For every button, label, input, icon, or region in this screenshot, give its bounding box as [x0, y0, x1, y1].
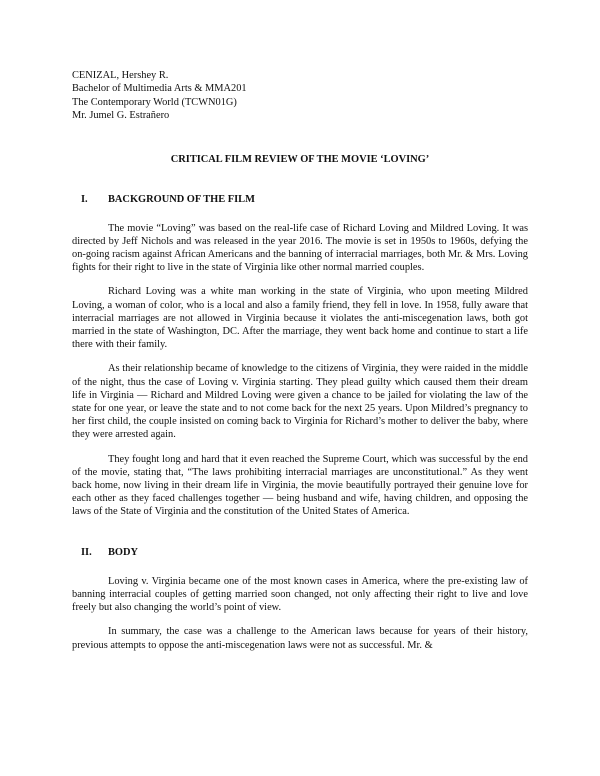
- document-title: CRITICAL FILM REVIEW OF THE MOVIE ‘LOVING’: [170, 153, 430, 165]
- paragraph: As their relationship became of knowledge to the citizens of Virginia, they were raided in the middle of the night, thus the case of Loving v. Virginia starting. They plead guilty which caused them their dream life in Virginia — Richard and Mildred Loving were given a chance to be jailed for violating the law of the state for one year, or leave the state and to not come back for the next 25 years. Upon Mildred’s pregnancy to her first child, the couple insisted on coming back to Virginia for Richard’s mother to deliver the baby, where they were arrested again.: [72, 363, 528, 441]
- paragraph: The movie “Loving” was based on the real-life case of Richard Loving and Mildred Loving. It was directed by Jeff Nichols and was released in the year 2016. The movie is set in 1950s to 1960s, defying the on-going racism against African Americans and the banning of interracial marriages, both Mr. & Mrs. Loving fights for their right to live in the state of Virginia like other normal married couples.: [72, 222, 528, 274]
- section-title: BODY: [108, 546, 139, 558]
- instructor-line: Mr. Jumel G. Estrañero: [72, 110, 170, 122]
- section-title: BACKGROUND OF THE FILM: [108, 193, 255, 205]
- section-background: [72, 193, 528, 519]
- section-heading: [72, 546, 528, 559]
- paragraph: They fought long and hard that it even reached the Supreme Court, which was successful by the end of the movie, stating that, “The laws prohibiting interracial marriages are unconstitutional.” As they went back home, now living in their dream life in Virginia, the movie beautifully portrayed their genuine love for each other as they faced challenges together — being husband and wife, having children, and opposing the laws of the State of Virginia and the constitution of the United States of America.: [72, 453, 528, 518]
- author-name: CENIZAL, Hershey R.: [72, 70, 169, 81]
- course-line: The Contemporary World (TCWN01G): [72, 96, 237, 108]
- section-heading: [72, 193, 528, 206]
- section-body: [72, 575, 528, 652]
- paragraph: In summary, the case was a challenge to the American laws because for years of their history, previous attempts to oppose the anti-miscegenation laws were not as successful. Mr. &: [72, 626, 528, 651]
- section-number: I.: [81, 193, 88, 205]
- paragraph: Richard Loving was a white man working in the state of Virginia, who upon meeting Mildred Loving, a woman of color, who is a local and also a family friend, they fell in love. In 1958, fully aware that interracial marriages are not allowed in Virginia because it violates the anti-miscegenation laws, both got married in the state of Washington, DC. After the marriage, they went back home and continue to start a life there with their family.: [72, 286, 528, 351]
- section-body: [72, 222, 528, 519]
- section-body-review: [72, 546, 528, 652]
- program-line: Bachelor of Multimedia Arts & MMA201: [72, 83, 247, 95]
- header-block: [72, 69, 528, 123]
- paragraph: Loving v. Virginia became one of the most known cases in America, where the pre-existing law of banning interracial couples of getting married soon changed, not only affecting their right to live and love freely but also changing the world’s point of view.: [72, 575, 528, 614]
- section-number: II.: [81, 546, 92, 558]
